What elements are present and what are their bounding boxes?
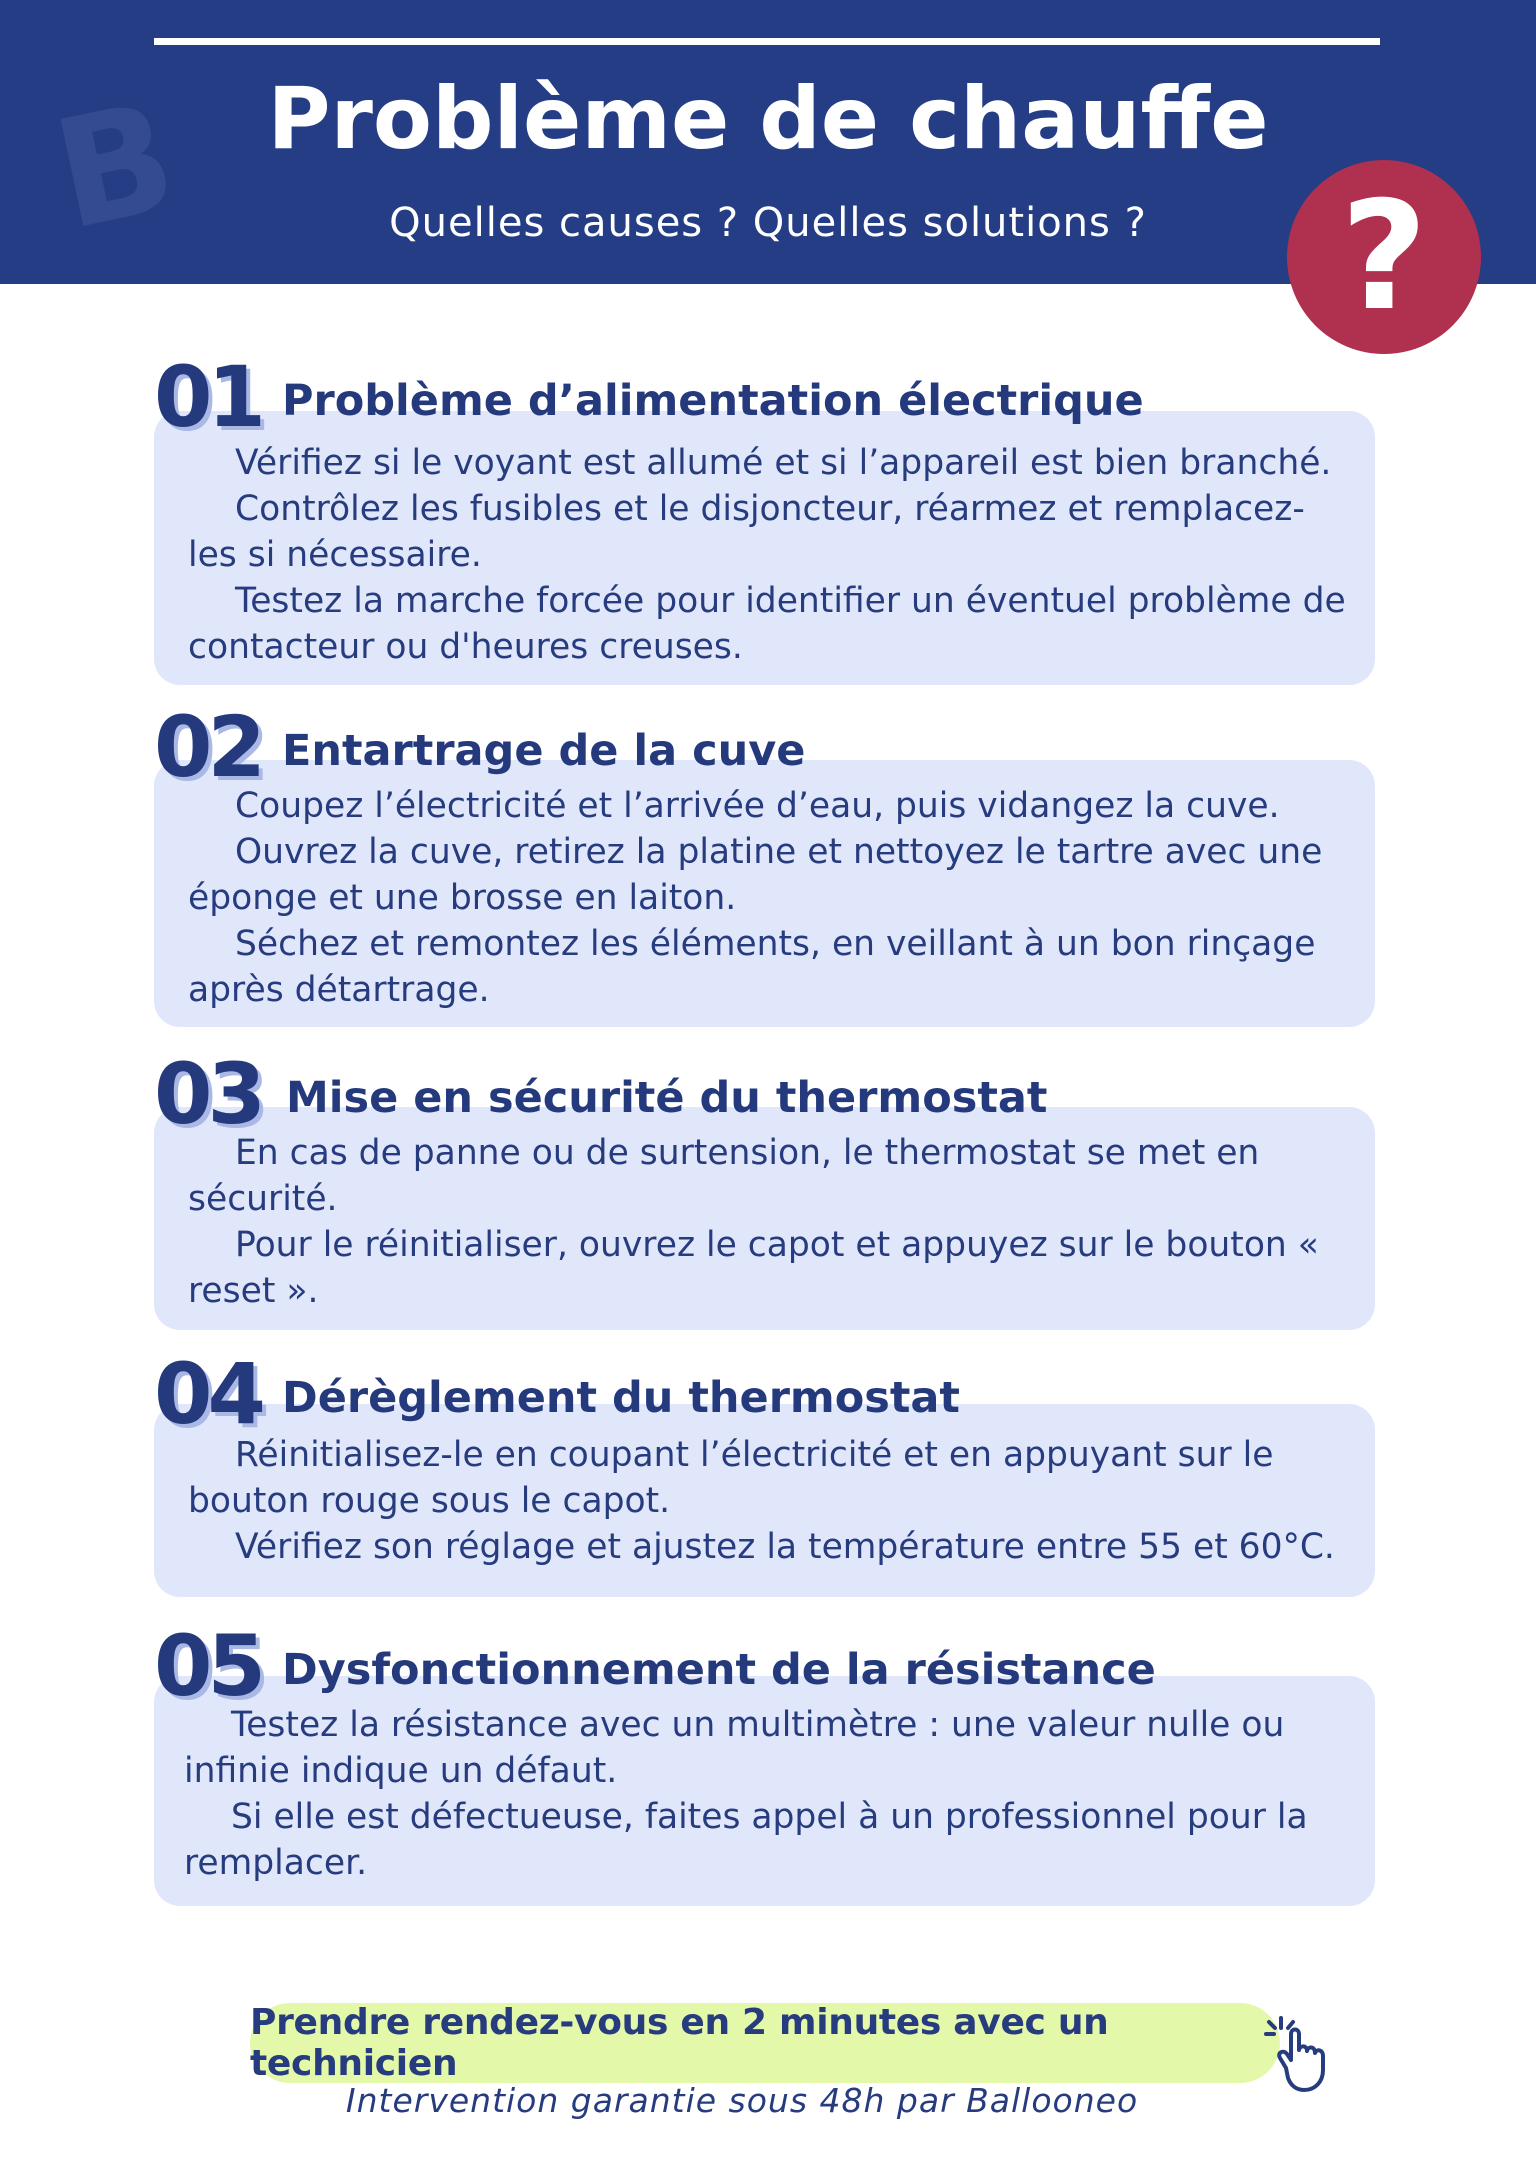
section-number: 03 [154, 1045, 261, 1143]
footer-note: Intervention garantie sous 48h par Ballooneo [345, 2081, 1139, 2120]
section-text: Vérifiez son réglage et ajustez la température entre 55 et 60°C. [235, 1527, 1335, 1567]
section-text: Séchez et remontez les éléments, en veillant à un bon rinçage après détartrage. [188, 924, 1316, 1010]
cta-label[interactable]: Prendre rendez-vous en 2 minutes avec un technicien [250, 2002, 1109, 2084]
section-body [188, 1130, 1348, 1314]
section-text: Pour le réinitialiser, ouvrez le capot et appuyez sur le bouton « reset ». [188, 1225, 1319, 1311]
section-text: Vérifiez si le voyant est allumé et si l’appareil est bien branché. [235, 443, 1332, 483]
section-body [188, 440, 1348, 670]
section-02 [0, 698, 1536, 1027]
page-title: Problème de chauffe [267, 69, 1269, 169]
page-subtitle: Quelles causes ? Quelles solutions ? [389, 200, 1147, 246]
section-text: Testez la marche forcée pour identifier un éventuel problème de contacteur ou d'heures creuses. [188, 581, 1346, 667]
section-04 [0, 1345, 1536, 1597]
section-number: 01 [154, 348, 261, 446]
section-number: 02 [154, 698, 261, 796]
section-text: Testez la résistance avec un multimètre : une valeur nulle ou infinie indique un défaut. [184, 1705, 1285, 1791]
section-text: Si elle est défectueuse, faites appel à un professionnel pour la remplacer. [184, 1797, 1308, 1883]
section-body [184, 1702, 1344, 1886]
section-03 [0, 1045, 1536, 1330]
section-text: Ouvrez la cuve, retirez la platine et nettoyez le tartre avec une éponge et une brosse en laiton. [188, 832, 1323, 918]
brand-logo: B [41, 70, 190, 264]
section-title: Dysfonctionnement de la résistance [282, 1645, 1156, 1695]
section-text: Réinitialisez-le en coupant l’électricité et en appuyant sur le bouton rouge sous le capot. [188, 1435, 1274, 1521]
section-title: Dérèglement du thermostat [282, 1373, 960, 1423]
question-mark-icon: ? [1287, 160, 1481, 354]
section-body [188, 1432, 1348, 1570]
section-number: 05 [154, 1617, 261, 1715]
section-01 [0, 348, 1536, 685]
section-text: Coupez l’électricité et l’arrivée d’eau, puis vidangez la cuve. [235, 786, 1280, 826]
section-05 [0, 1617, 1536, 1906]
section-number: 04 [154, 1345, 261, 1443]
section-text: Contrôlez les fusibles et le disjoncteur, réarmez et remplacez-les si nécessaire. [188, 489, 1305, 575]
section-text: En cas de panne ou de surtension, le thermostat se met en sécurité. [188, 1133, 1260, 1219]
header-rule [154, 38, 1380, 45]
section-title: Entartrage de la cuve [282, 726, 806, 776]
section-title: Mise en sécurité du thermostat [286, 1073, 1048, 1123]
section-title: Problème d’alimentation électrique [282, 376, 1144, 426]
section-body [188, 783, 1348, 1013]
